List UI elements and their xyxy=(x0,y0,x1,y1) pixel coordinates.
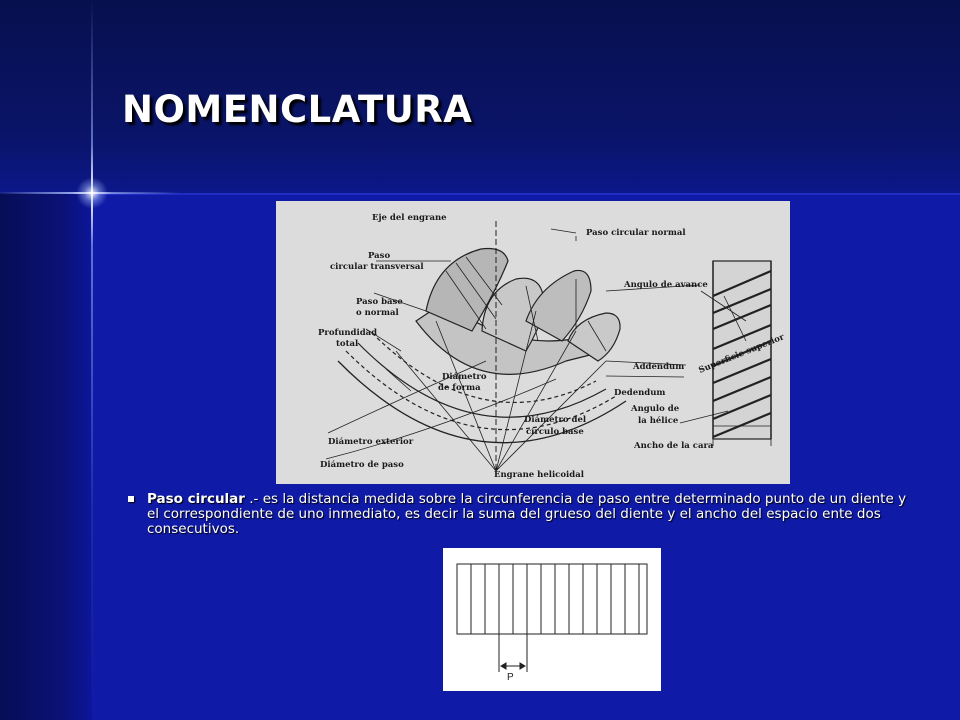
label-paso: Paso xyxy=(368,251,391,261)
bullet-square-icon xyxy=(128,496,134,502)
label-la-helice: la hélice xyxy=(638,416,679,426)
pitch-teeth-grid xyxy=(457,564,647,672)
label-diametro-de-paso: Diámetro de paso xyxy=(320,460,404,470)
label-diametro: Diámetro xyxy=(442,372,487,382)
label-paso-circular-normal: Paso circular normal xyxy=(586,228,686,238)
label-superficie-superior: Superficie superior xyxy=(697,332,786,376)
label-diametro-exterior: Diámetro exterior xyxy=(328,437,414,447)
label-circular-transversal: circular transversal xyxy=(330,262,424,272)
label-o-normal: o normal xyxy=(356,308,399,318)
label-dedendum: Dedendum xyxy=(614,388,666,398)
label-angulo-de: Angulo de xyxy=(631,404,680,414)
band-divider xyxy=(92,193,960,195)
label-total: total xyxy=(336,339,359,349)
label-angulo-de-avance: Angulo de avance xyxy=(624,280,708,290)
bullet-text xyxy=(147,492,908,537)
bullet-term: Paso circular xyxy=(147,491,245,507)
label-circulo-base: círculo base xyxy=(526,427,584,437)
slide-title: NOMENCLATURA xyxy=(122,88,473,131)
pitch-diagram xyxy=(443,548,661,691)
label-eje-del-engrane: Eje del engrane xyxy=(372,213,447,223)
label-addendum: Addendum xyxy=(633,362,685,372)
light-flare-vertical xyxy=(91,0,93,720)
light-flare-star-icon xyxy=(76,177,108,209)
bullet-item xyxy=(128,492,908,537)
label-diametro-del: Diámetro del xyxy=(524,415,587,425)
label-engrane-helicoidal: Engrane helicoidal xyxy=(494,470,584,480)
bullet-definition: .- es la distancia medida sobre la circunferencia de paso entre determinado punto de un diente y el correspondiente de uno inmediato, es decir la suma del grueso del diente y el ancho del espacio ente dos consecutivos. xyxy=(147,491,907,537)
label-ancho-de-la-cara: Ancho de la cara xyxy=(634,441,714,451)
label-profundidad: Profundidad xyxy=(318,328,378,338)
label-de-forma: de forma xyxy=(438,383,481,393)
label-paso-base: Paso base xyxy=(356,297,403,307)
helical-gear-figure xyxy=(276,201,790,484)
pitch-label: P xyxy=(507,672,514,683)
